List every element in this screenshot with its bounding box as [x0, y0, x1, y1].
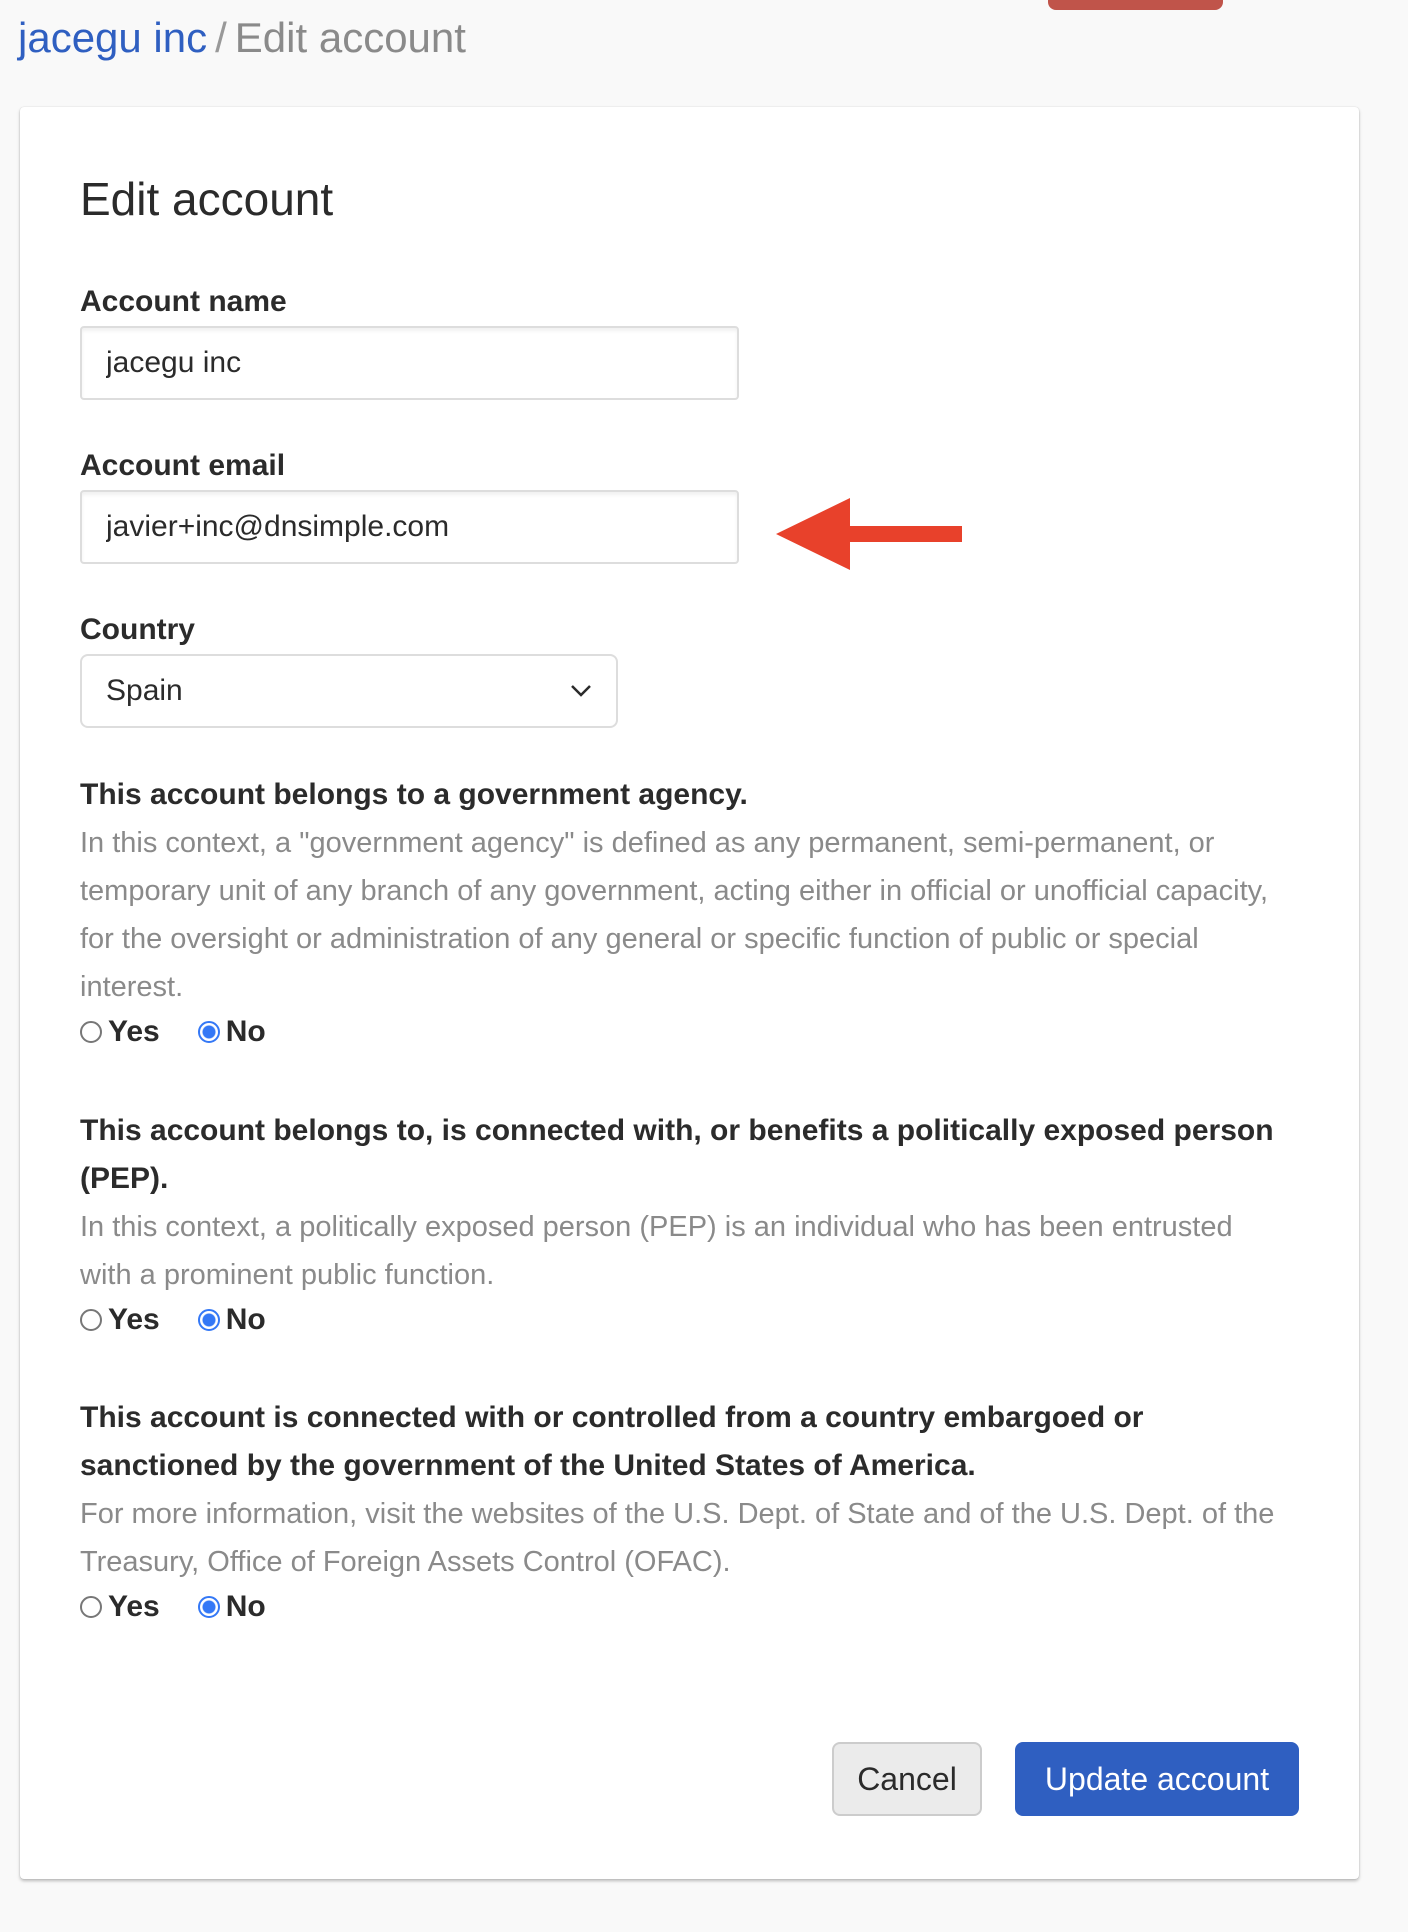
chevron-down-icon: [570, 684, 592, 698]
radio-label: No: [225, 1303, 266, 1336]
radio-checked-icon[interactable]: [198, 1309, 220, 1331]
pep-question: [80, 1107, 1280, 1337]
page-title: Edit account: [80, 173, 334, 225]
radio-label: Yes: [108, 1303, 160, 1336]
breadcrumb-account-link[interactable]: jacegu inc: [18, 14, 208, 61]
radio-checked-icon[interactable]: [198, 1596, 220, 1618]
question-heading: This account belongs to a government agency.: [80, 778, 748, 811]
cancel-button[interactable]: Cancel: [832, 1742, 982, 1816]
breadcrumb-separator: /: [215, 14, 227, 61]
account-name-label: Account name: [80, 285, 287, 318]
breadcrumb: [18, 14, 466, 62]
radio-yes[interactable]: [80, 1015, 160, 1049]
radio-yes[interactable]: [80, 1590, 160, 1624]
country-label: Country: [80, 613, 195, 646]
radio-unchecked-icon[interactable]: [80, 1021, 102, 1043]
account-email-input[interactable]: [80, 490, 739, 564]
annotation-arrow-icon: [776, 498, 962, 570]
radio-yes[interactable]: [80, 1303, 160, 1337]
country-select[interactable]: [80, 654, 618, 728]
radio-unchecked-icon[interactable]: [80, 1309, 102, 1331]
radio-label: Yes: [108, 1015, 160, 1048]
question-description: For more information, visit the websites of the U.S. Dept. of State and of the U.S. Dept. of the Treasury, Office of Foreign Assets Control (OFAC).: [80, 1498, 1275, 1578]
top-action-button[interactable]: [1048, 0, 1223, 10]
breadcrumb-current: Edit account: [234, 14, 466, 61]
country-selected-value: Spain: [106, 674, 183, 707]
radio-no[interactable]: [198, 1303, 266, 1337]
radio-label: No: [225, 1590, 266, 1623]
radio-label: Yes: [108, 1590, 160, 1623]
radio-label: No: [225, 1015, 266, 1048]
question-description: In this context, a politically exposed person (PEP) is an individual who has been entrusted with a prominent public function.: [80, 1211, 1233, 1291]
question-description: In this context, a "government agency" is defined as any permanent, semi-permanent, or temporary unit of any branch of any government, acting either in official or unofficial capacity, for the oversight or administration of any general or specific function of public or special interest.: [80, 827, 1269, 1003]
radio-no[interactable]: [198, 1590, 266, 1624]
account-name-input[interactable]: [80, 326, 739, 400]
question-heading: This account belongs to, is connected with, or benefits a politically exposed person (PEP).: [80, 1114, 1274, 1195]
update-account-button[interactable]: Update account: [1015, 1742, 1299, 1816]
radio-checked-icon[interactable]: [198, 1021, 220, 1043]
question-heading: This account is connected with or controlled from a country embargoed or sanctioned by the government of the United States of America.: [80, 1401, 1144, 1482]
sanctions-question: [80, 1394, 1280, 1624]
account-email-label: Account email: [80, 449, 286, 482]
radio-no[interactable]: [198, 1015, 266, 1049]
radio-unchecked-icon[interactable]: [80, 1596, 102, 1618]
government-agency-question: [80, 771, 1280, 1049]
